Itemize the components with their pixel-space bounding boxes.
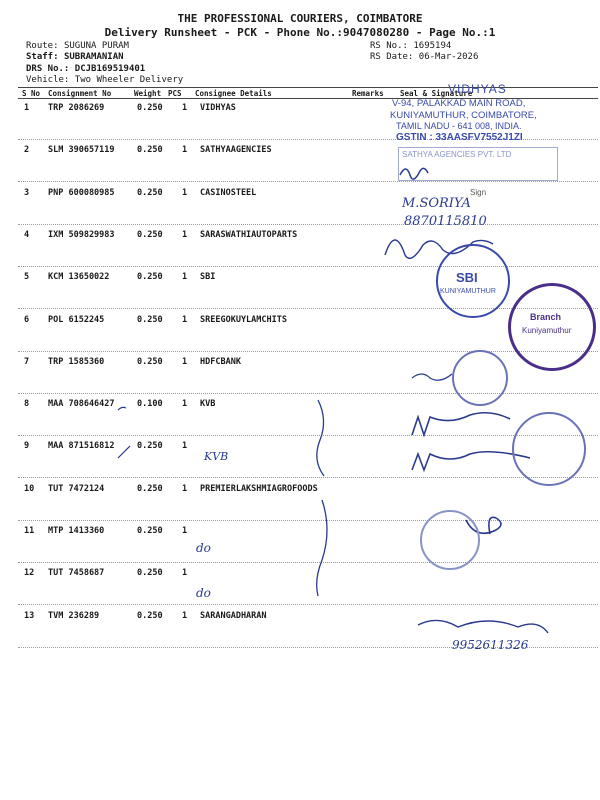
cell-consignee: SARASWATHIAUTOPARTS [200, 229, 298, 240]
cell-consignment: IXM 509829983 [48, 229, 115, 240]
cell-sno: 1 [24, 103, 30, 113]
kvb-round-stamp [512, 412, 586, 486]
cell-weight: 0.250 [137, 526, 163, 536]
cell-pcs: 1 [182, 356, 188, 367]
cell-consignment: TUT 7458687 [48, 568, 105, 579]
cell-sno: 2 [24, 145, 30, 156]
cell-consignee: PREMIERLAKSHMIAGROFOODS [200, 483, 318, 494]
cell-consignment: MAA 708646427 [48, 399, 115, 410]
col-sno: S No [22, 89, 41, 98]
cell-weight: 0.100 [137, 399, 163, 410]
cell-consignment: PNP 600080985 [48, 187, 115, 198]
col-consignment: Consignment No [48, 89, 112, 98]
cell-pcs: 1 [182, 272, 188, 283]
sbi-stamp-branch: KUNIYAMUTHUR [440, 288, 496, 295]
cell-consignee: SBI [200, 272, 216, 283]
handwritten-kvb: KVB [204, 450, 229, 463]
cell-weight: 0.250 [137, 483, 163, 494]
cell-weight: 0.250 [137, 441, 163, 452]
cell-weight: 0.250 [137, 103, 163, 113]
cell-pcs: 1 [182, 399, 188, 410]
cell-sno: 11 [24, 526, 35, 536]
col-pcs: PCS [168, 89, 182, 98]
cell-pcs: 1 [182, 526, 188, 536]
cell-pcs: 1 [182, 229, 188, 240]
cell-consignment: TRP 1585360 [48, 356, 105, 367]
cell-consignee: HDFCBANK [200, 356, 241, 367]
cell-weight: 0.250 [137, 568, 163, 579]
cell-sno: 13 [24, 610, 35, 621]
cell-weight: 0.250 [137, 229, 163, 240]
cell-sno: 10 [24, 483, 35, 494]
cell-sno: 9 [24, 441, 30, 452]
cell-consignee: VIDHYAS [200, 103, 236, 113]
cell-consignment: KCM 13650022 [48, 272, 110, 283]
vidhyas-stamp-addr2: KUNIYAMUTHUR, COIMBATORE, [390, 110, 537, 121]
drs-line: DRS No.: DCJB169519401 [26, 64, 146, 74]
company-title: THE PROFESSIONAL COURIERS, COIMBATORE [177, 12, 423, 25]
cell-sno: 4 [24, 229, 30, 240]
bank-stamp-location: Kuniyamuthur [522, 326, 572, 335]
handwritten-phone-2: 9952611326 [452, 638, 529, 652]
handwritten-do-1: do [196, 541, 211, 555]
vidhyas-stamp-addr1: V-94, PALAKKAD MAIN ROAD, [392, 98, 526, 109]
cell-consignment: MAA 871516812 [48, 441, 115, 452]
col-weight: Weight [134, 89, 162, 98]
cell-consignment: SLM 390657119 [48, 145, 115, 156]
hdfc-round-stamp [452, 350, 508, 406]
cell-pcs: 1 [182, 314, 188, 325]
cell-pcs: 1 [182, 568, 188, 579]
cell-sno: 7 [24, 356, 30, 367]
cell-consignee: SATHYAAGENCIES [200, 145, 272, 156]
col-seal: Seal & Signature [400, 89, 473, 98]
rs-no-line: RS No.: 1695194 [370, 41, 452, 51]
cell-consignment: TVM 236289 [48, 610, 100, 621]
cell-sno: 6 [24, 314, 30, 325]
cell-sno: 8 [24, 399, 30, 410]
cell-pcs: 1 [182, 145, 188, 156]
cell-sno: 12 [24, 568, 35, 579]
vidhyas-stamp-name: VIDHYAS [448, 82, 507, 96]
col-remarks: Remarks [352, 89, 384, 98]
sathya-stamp-text: SATHYA AGENCIES PVT. LTD [402, 150, 512, 159]
handwritten-name: M.SORIYA [402, 196, 471, 211]
cell-pcs: 1 [182, 187, 188, 198]
rs-date-line: RS Date: 06-Mar-2026 [370, 52, 479, 62]
runsheet-subtitle: Delivery Runsheet - PCK - Phone No.:9047080280 - Page No.:1 [104, 26, 496, 39]
col-consignee: Consignee Details [195, 89, 272, 98]
cell-weight: 0.250 [137, 610, 163, 621]
cell-consignment: TRP 2086269 [48, 103, 105, 113]
staff-line: Staff: SUBRAMANIAN [26, 52, 124, 62]
cell-consignee: SREEGOKUYLAMCHITS [200, 314, 287, 325]
cell-sno: 5 [24, 272, 30, 283]
cell-weight: 0.250 [137, 314, 163, 325]
cell-pcs: 1 [182, 610, 188, 621]
cell-consignment: POL 6152245 [48, 314, 105, 325]
cell-pcs: 1 [182, 103, 188, 113]
cell-weight: 0.250 [137, 356, 163, 367]
sbi-stamp-code: SBI [456, 270, 478, 285]
premier-round-stamp [420, 510, 480, 570]
cell-weight: 0.250 [137, 187, 163, 198]
vidhyas-stamp-addr3: TAMIL NADU - 641 008, INDIA. [396, 121, 522, 131]
vidhyas-stamp-gstin: GSTIN : 33AASFV7552J1ZI [396, 132, 523, 143]
handwritten-phone-1: 8870115810 [404, 214, 487, 229]
cell-pcs: 1 [182, 483, 188, 494]
cell-consignee: KVB [200, 399, 216, 410]
handwritten-do-2: do [196, 586, 211, 600]
cell-consignment: TUT 7472124 [48, 483, 105, 494]
route-line: Route: SUGUNA PURAM [26, 41, 129, 51]
cell-consignee: CASINOSTEEL [200, 187, 257, 198]
cell-sno: 3 [24, 187, 30, 198]
cell-consignment: MTP 1413360 [48, 526, 105, 536]
cell-pcs: 1 [182, 441, 188, 452]
sign-line-label: Sign [470, 188, 487, 197]
bank-stamp-branch: Branch [530, 312, 562, 322]
cell-weight: 0.250 [137, 272, 163, 283]
cell-weight: 0.250 [137, 145, 163, 156]
cell-consignee: SARANGADHARAN [200, 610, 267, 621]
vehicle-line: Vehicle: Two Wheeler Delivery [26, 75, 184, 85]
